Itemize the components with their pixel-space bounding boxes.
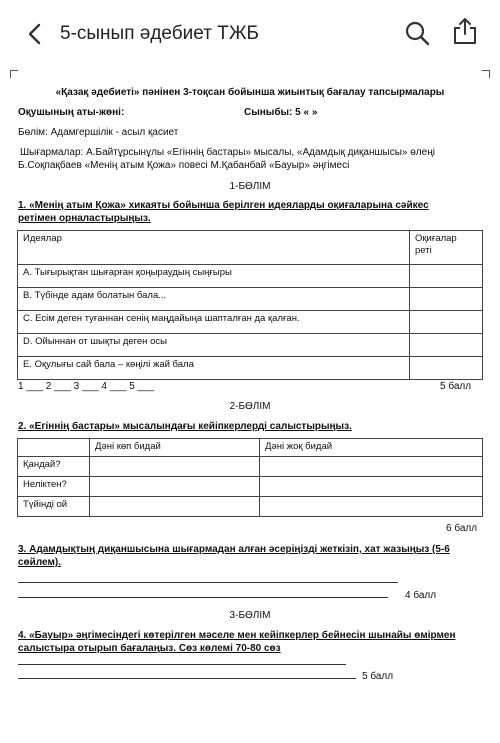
works-line-1: Шығармалар: А.Байтұрсынұлы «Егіннің бастары» мысалы, «Адамдық диқаншысы» өлеңі (20, 147, 435, 158)
order-answer-cell[interactable] (410, 265, 483, 288)
col-order-header-line2: реті (415, 245, 432, 256)
works-line-2: Б.Соқпақбаев «Менің атым Қожа» повесі М.Қабанбай «Бауыр» әңгімесі (18, 160, 350, 171)
part3-heading: 3-БӨЛІМ (229, 610, 271, 621)
answer-line[interactable] (18, 582, 398, 583)
idea-cell: Е. Оқулығы сай бала – көңілі жай бала (18, 357, 410, 380)
table-header-row (18, 231, 483, 265)
task1-line-2: ретімен орналастырыңыз. (18, 213, 151, 224)
table-row (18, 477, 483, 497)
search-button[interactable] (404, 20, 430, 46)
table-row (18, 288, 483, 311)
idea-cell: В. Түбінде адам болатын бала... (18, 288, 410, 311)
part1-score: 5 балл (440, 381, 472, 392)
answer-line[interactable] (18, 664, 346, 665)
back-button[interactable] (22, 20, 50, 48)
document-page (0, 66, 500, 743)
task3-line-2: сөйлем). (18, 557, 61, 568)
part2-heading: 2-БӨЛІМ (229, 401, 271, 412)
part2-score: 6 балл (446, 523, 478, 534)
idea-cell: А. Тығырықтан шығарған қоңыраудың сыңғыры (18, 265, 410, 288)
table-row (18, 311, 483, 334)
top-bar (0, 0, 500, 64)
class-label: Сыныбы: 5 « » (244, 107, 318, 118)
task1-line-1: 1. «Менің атым Қожа» хикаяты бойынша берілген идеяларды оқиғаларына сәйкес (18, 200, 429, 211)
answer-cell[interactable] (260, 497, 483, 517)
answer-cell[interactable] (260, 477, 483, 497)
table-row (18, 497, 483, 517)
idea-cell: С. Есім деген туғаннан сенің маңдайыңа шапталған да қалған. (18, 311, 410, 334)
table-row (18, 357, 483, 380)
col-order-header (410, 231, 483, 265)
col-order-header-line1: Оқиғалар (415, 233, 457, 244)
answer-cell[interactable] (90, 497, 260, 517)
order-answer-cell[interactable] (410, 288, 483, 311)
task3-score: 4 балл (405, 590, 437, 601)
order-answer-cell[interactable] (410, 311, 483, 334)
order-answer-cell[interactable] (410, 334, 483, 357)
doc-title: «Қазақ әдебиеті» пәнінен 3-тоқсан бойынша жиынтық бағалау тапсырмалары (55, 87, 445, 98)
order-answer-line: 1 ___ 2 ___ 3 ___ 4 ___ 5 ___ (18, 381, 155, 392)
part1-heading: 1-БӨЛІМ (229, 181, 271, 192)
order-answer-cell[interactable] (410, 357, 483, 380)
share-icon (452, 16, 478, 46)
section-label: Бөлім: Адамгершілік - асыл қасиет (18, 127, 179, 138)
table-row (18, 334, 483, 357)
chevron-left-icon (22, 20, 50, 48)
table-row (18, 457, 483, 477)
table-header-row (18, 439, 483, 457)
row-label: Қандай? (18, 457, 90, 477)
part3-score: 5 балл (362, 671, 394, 682)
col-no-grain-header: Дәні жоқ бидай (260, 439, 483, 457)
answer-cell[interactable] (90, 477, 260, 497)
col-many-grain-header: Дәні көп бидай (90, 439, 260, 457)
search-icon (404, 20, 430, 46)
table-row (18, 265, 483, 288)
task4-line-2: салыстыра отырып бағалаңыз. Сөз көлемі 70-80 сөз (18, 643, 281, 654)
answer-cell[interactable] (90, 457, 260, 477)
page-corner-mark (482, 70, 490, 78)
empty-corner-cell (18, 439, 90, 457)
idea-cell: D. Ойыннан от шықты деген осы (18, 334, 410, 357)
row-label: Түйінді ой (18, 497, 90, 517)
share-button[interactable] (452, 16, 478, 46)
col-ideas-header: Идеялар (18, 231, 410, 265)
page-corner-mark (10, 70, 18, 78)
student-name-label: Оқушының аты-жөні: (18, 107, 125, 118)
answer-cell[interactable] (260, 457, 483, 477)
comparison-table (17, 438, 483, 517)
answer-line[interactable] (18, 597, 388, 598)
task4-line-1: 4. «Бауыр» әңгімесіндегі көтерілген мәселе мен кейіпкерлер бейнесін шынайы өмірмен (18, 630, 456, 641)
task3-line-1: 3. Адамдықтың диқаншысына шығармадан алған әсеріңізді жеткізіп, хат жазыңыз (5-6 (18, 544, 450, 555)
answer-line[interactable] (18, 678, 356, 679)
ideas-table (17, 230, 483, 380)
task2-text: 2. «Егіннің бастары» мысалындағы кейіпкерлерді салыстырыңыз. (18, 421, 352, 432)
app-title: 5-сынып әдебиет ТЖБ (60, 23, 260, 44)
row-label: Неліктен? (18, 477, 90, 497)
